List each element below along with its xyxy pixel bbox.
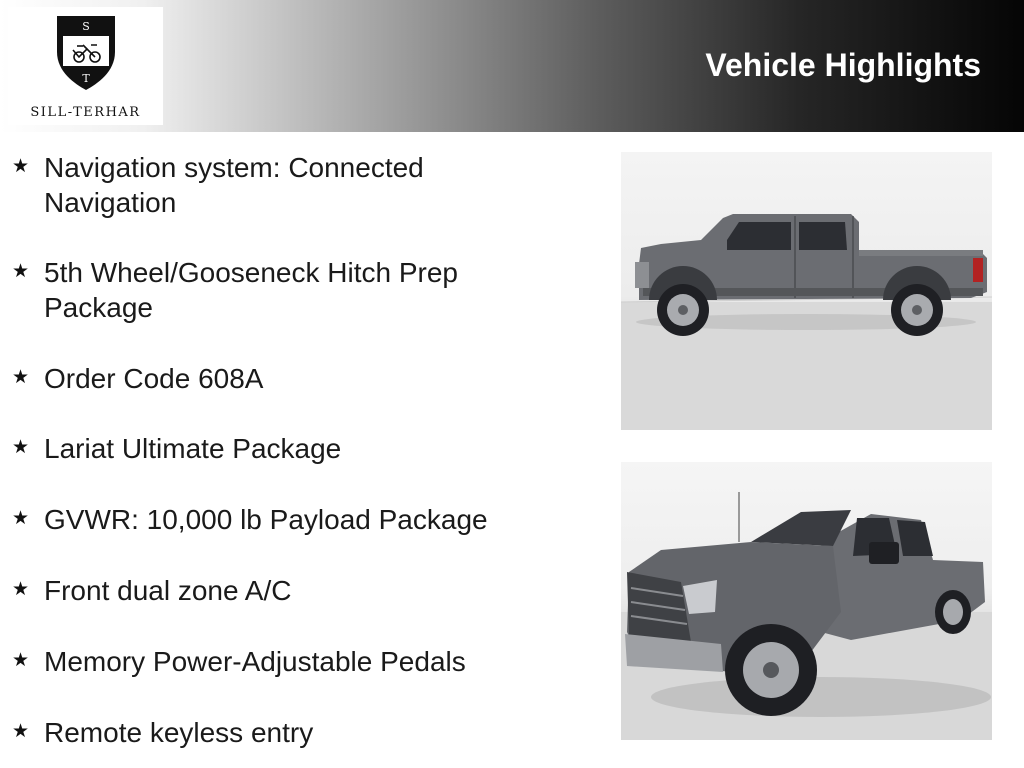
star-icon: ★ [12, 508, 30, 529]
star-icon: ★ [12, 650, 30, 671]
star-icon: ★ [12, 579, 30, 600]
list-item [12, 715, 592, 750]
truck-front-icon [621, 462, 992, 740]
star-icon: ★ [12, 261, 30, 282]
svg-text:T: T [82, 72, 90, 85]
list-item [12, 644, 592, 679]
feature-text: 5th Wheel/Gooseneck Hitch Prep Package [44, 257, 458, 323]
shield-icon [53, 12, 119, 92]
feature-text: Navigation system: Connected Navigation [44, 152, 424, 218]
star-icon: ★ [12, 437, 30, 458]
feature-text: Remote keyless entry [44, 717, 314, 748]
dealer-logo [8, 7, 163, 125]
dealer-name: SILL-TERHAR [30, 105, 141, 120]
star-icon: ★ [12, 721, 30, 742]
list-item [12, 573, 592, 608]
feature-text: Front dual zone A/C [44, 575, 292, 606]
feature-text: Memory Power-Adjustable Pedals [44, 646, 466, 677]
list-item [12, 502, 592, 537]
list-item [12, 431, 592, 466]
list-item [12, 255, 592, 325]
list-item [12, 361, 592, 396]
feature-text: GVWR: 10,000 lb Payload Package [44, 504, 488, 535]
feature-text: Lariat Ultimate Package [44, 433, 342, 464]
star-icon: ★ [12, 156, 30, 177]
star-icon: ★ [12, 367, 30, 388]
truck-side-icon [621, 152, 992, 430]
feature-text: Order Code 608A [44, 363, 264, 394]
truck-front-photo [621, 462, 992, 740]
list-item [12, 150, 592, 220]
truck-side-photo [621, 152, 992, 430]
page-title: Vehicle Highlights [705, 47, 981, 83]
svg-text:S: S [82, 20, 90, 33]
header-banner [0, 0, 1024, 132]
